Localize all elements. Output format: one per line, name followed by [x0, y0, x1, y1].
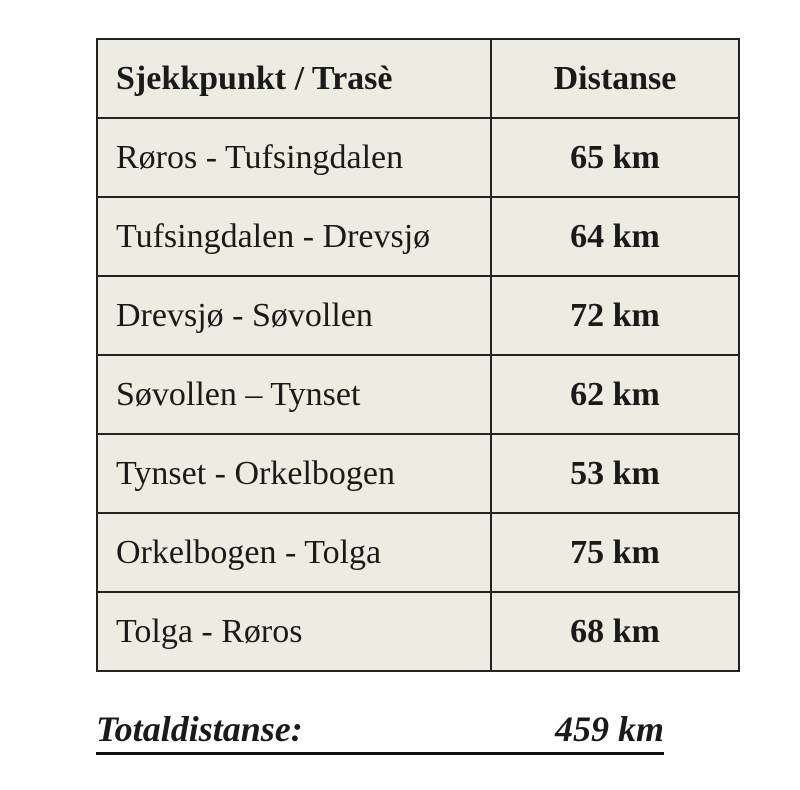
- table-row: [97, 592, 739, 671]
- route-cell: Tufsingdalen - Drevsjø: [97, 197, 491, 276]
- distance-cell: 72 km: [491, 276, 739, 355]
- route-cell: Tolga - Røros: [97, 592, 491, 671]
- header-route: Sjekkpunkt / Trasè: [97, 39, 491, 118]
- table-row: [97, 118, 739, 197]
- table-row: [97, 513, 739, 592]
- route-cell: Søvollen – Tynset: [97, 355, 491, 434]
- route-cell: Orkelbogen - Tolga: [97, 513, 491, 592]
- distance-cell: 64 km: [491, 197, 739, 276]
- distance-cell: 68 km: [491, 592, 739, 671]
- route-cell: Tynset - Orkelbogen: [97, 434, 491, 513]
- total-value: 459 km: [554, 709, 664, 749]
- table-row: [97, 197, 739, 276]
- distance-cell: 65 km: [491, 118, 739, 197]
- route-cell: Røros - Tufsingdalen: [97, 118, 491, 197]
- distance-cell: 53 km: [491, 434, 739, 513]
- header-distance: Distanse: [491, 39, 739, 118]
- table-row: [97, 434, 739, 513]
- table-row: [97, 355, 739, 434]
- table-header-row: [97, 39, 739, 118]
- distance-cell: 75 km: [491, 513, 739, 592]
- route-distance-table: [96, 38, 740, 672]
- total-label: Totaldistanse:: [96, 709, 303, 749]
- table-row: [97, 276, 739, 355]
- distance-cell: 62 km: [491, 355, 739, 434]
- route-cell: Drevsjø - Søvollen: [97, 276, 491, 355]
- total-distance-line: [96, 706, 664, 755]
